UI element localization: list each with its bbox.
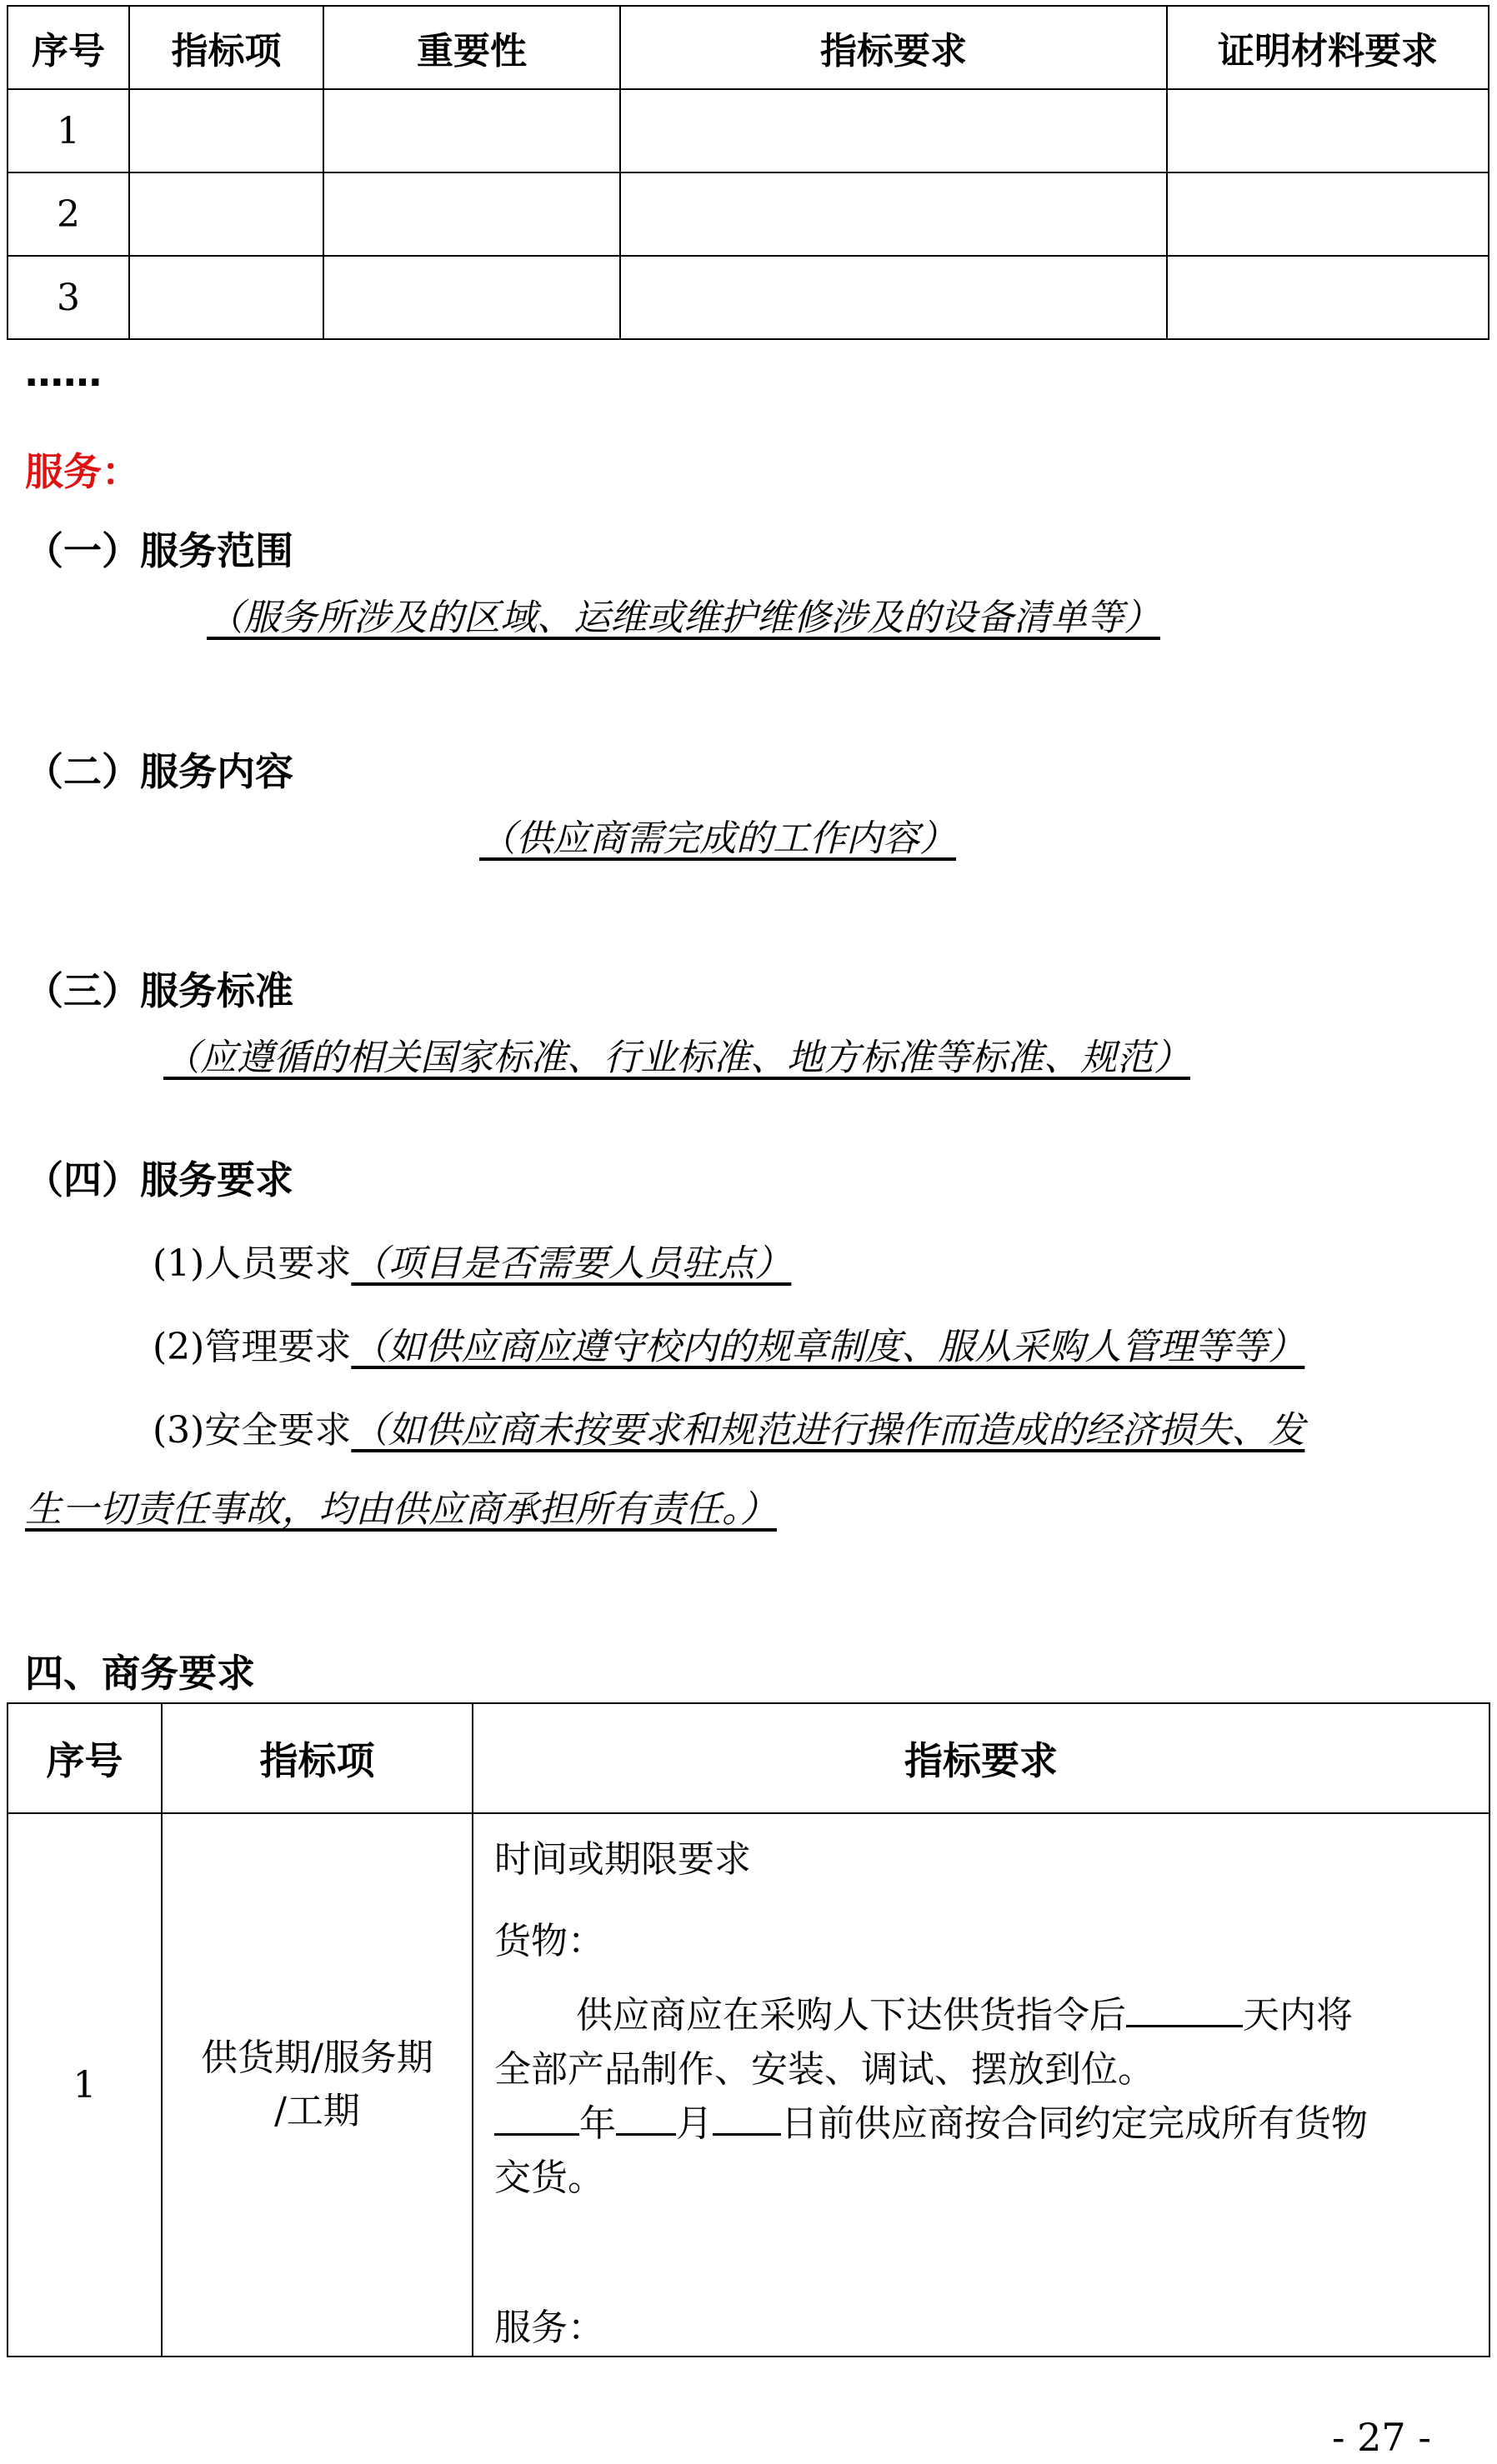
header-seq: 序号 [8, 1703, 162, 1813]
header-item: 指标项 [129, 6, 323, 89]
header-requirement: 指标要求 [473, 1703, 1489, 1813]
management-requirement [153, 1317, 1304, 1370]
row-number: 1 [8, 89, 129, 172]
section-scope-title: （一）服务范围 [25, 528, 293, 573]
section-scope-note: （服务所涉及的区域、运维或维护维修涉及的设备清单等） [207, 597, 1160, 639]
goods-label: 货物： [494, 1920, 604, 1962]
personnel-label: (1)人员要求 [153, 1242, 352, 1285]
goods-line-2: 全部产品制作、安装、调试、摆放到位。 [494, 2048, 1154, 2091]
cell [323, 89, 620, 172]
management-label: (2)管理要求 [153, 1326, 352, 1368]
cell [1167, 256, 1489, 339]
row-number: 1 [8, 1813, 162, 2357]
goods-line-3 [494, 2093, 1368, 2147]
month-blank [616, 2100, 676, 2136]
cell [620, 256, 1167, 339]
cell [620, 89, 1167, 172]
month-label: 月 [676, 2102, 713, 2145]
row-requirement [473, 1813, 1489, 2357]
header-requirement: 指标要求 [620, 6, 1167, 89]
header-importance: 重要性 [323, 6, 620, 89]
header-evidence: 证明材料要求 [1167, 6, 1489, 89]
year-blank [494, 2100, 579, 2136]
service-heading: 服务： [25, 449, 140, 494]
service-label: 服务： [494, 2307, 604, 2349]
personnel-requirement [153, 1233, 791, 1287]
indicator-table-header [8, 6, 1489, 89]
cell [1167, 89, 1489, 172]
table-row [8, 172, 1489, 256]
ellipsis: …… [25, 350, 102, 395]
indicator-table [7, 5, 1489, 340]
section-standard-title: （三）服务标准 [25, 968, 293, 1013]
goods-line-1a: 供应商应在采购人下达供货指令后 [576, 1994, 1126, 2037]
management-note: （如供应商应遵守校内的规章制度、服从采购人管理等等） [351, 1326, 1305, 1368]
row-number: 3 [8, 256, 129, 339]
row-item-line-b: /工期 [274, 2090, 360, 2132]
day-blank [713, 2100, 781, 2136]
goods-line-4: 交货。 [494, 2157, 604, 2199]
row-item [162, 1813, 473, 2357]
cell [129, 172, 323, 256]
table-row [8, 89, 1489, 172]
cell [323, 172, 620, 256]
req-title: 时间或期限要求 [494, 1838, 751, 1881]
goods-line-1 [494, 1985, 1478, 2038]
safety-note-a: （如供应商未按要求和规范进行操作而造成的经济损失、发 [351, 1409, 1305, 1452]
business-table-header [8, 1703, 1489, 1813]
cell [323, 256, 620, 339]
requirement-content [473, 1814, 1489, 2356]
table-row [8, 256, 1489, 339]
safety-label: (3)安全要求 [153, 1409, 352, 1452]
table-row [8, 1813, 1489, 2357]
business-heading: 四、商务要求 [25, 1651, 255, 1696]
section-content-note: （供应商需完成的工作内容） [479, 817, 956, 860]
goods-line-3-text: 日前供应商按合同约定完成所有货物 [781, 2102, 1368, 2145]
goods-line-1b: 天内将 [1243, 1994, 1353, 2037]
header-item: 指标项 [162, 1703, 473, 1813]
year-label: 年 [579, 2102, 616, 2145]
section-requirement-title: （四）服务要求 [25, 1157, 293, 1202]
cell [1167, 172, 1489, 256]
row-item-line-a: 供货期/服务期 [201, 2037, 433, 2079]
cell [129, 256, 323, 339]
header-seq: 序号 [8, 6, 129, 89]
row-number: 2 [8, 172, 129, 256]
section-standard-note: （应遵循的相关国家标准、行业标准、地方标准等标准、规范） [163, 1037, 1190, 1079]
section-content-title: （二）服务内容 [25, 749, 293, 794]
business-table [7, 1702, 1490, 2357]
cell [129, 89, 323, 172]
page-number: - 27 - [1332, 2415, 1431, 2460]
cell [620, 172, 1167, 256]
personnel-note: （项目是否需要人员驻点） [351, 1242, 792, 1285]
days-blank [1126, 1992, 1243, 2027]
safety-requirement [153, 1400, 1304, 1453]
safety-note-b: 生一切责任事故，均由供应商承担所有责任。） [25, 1488, 777, 1531]
